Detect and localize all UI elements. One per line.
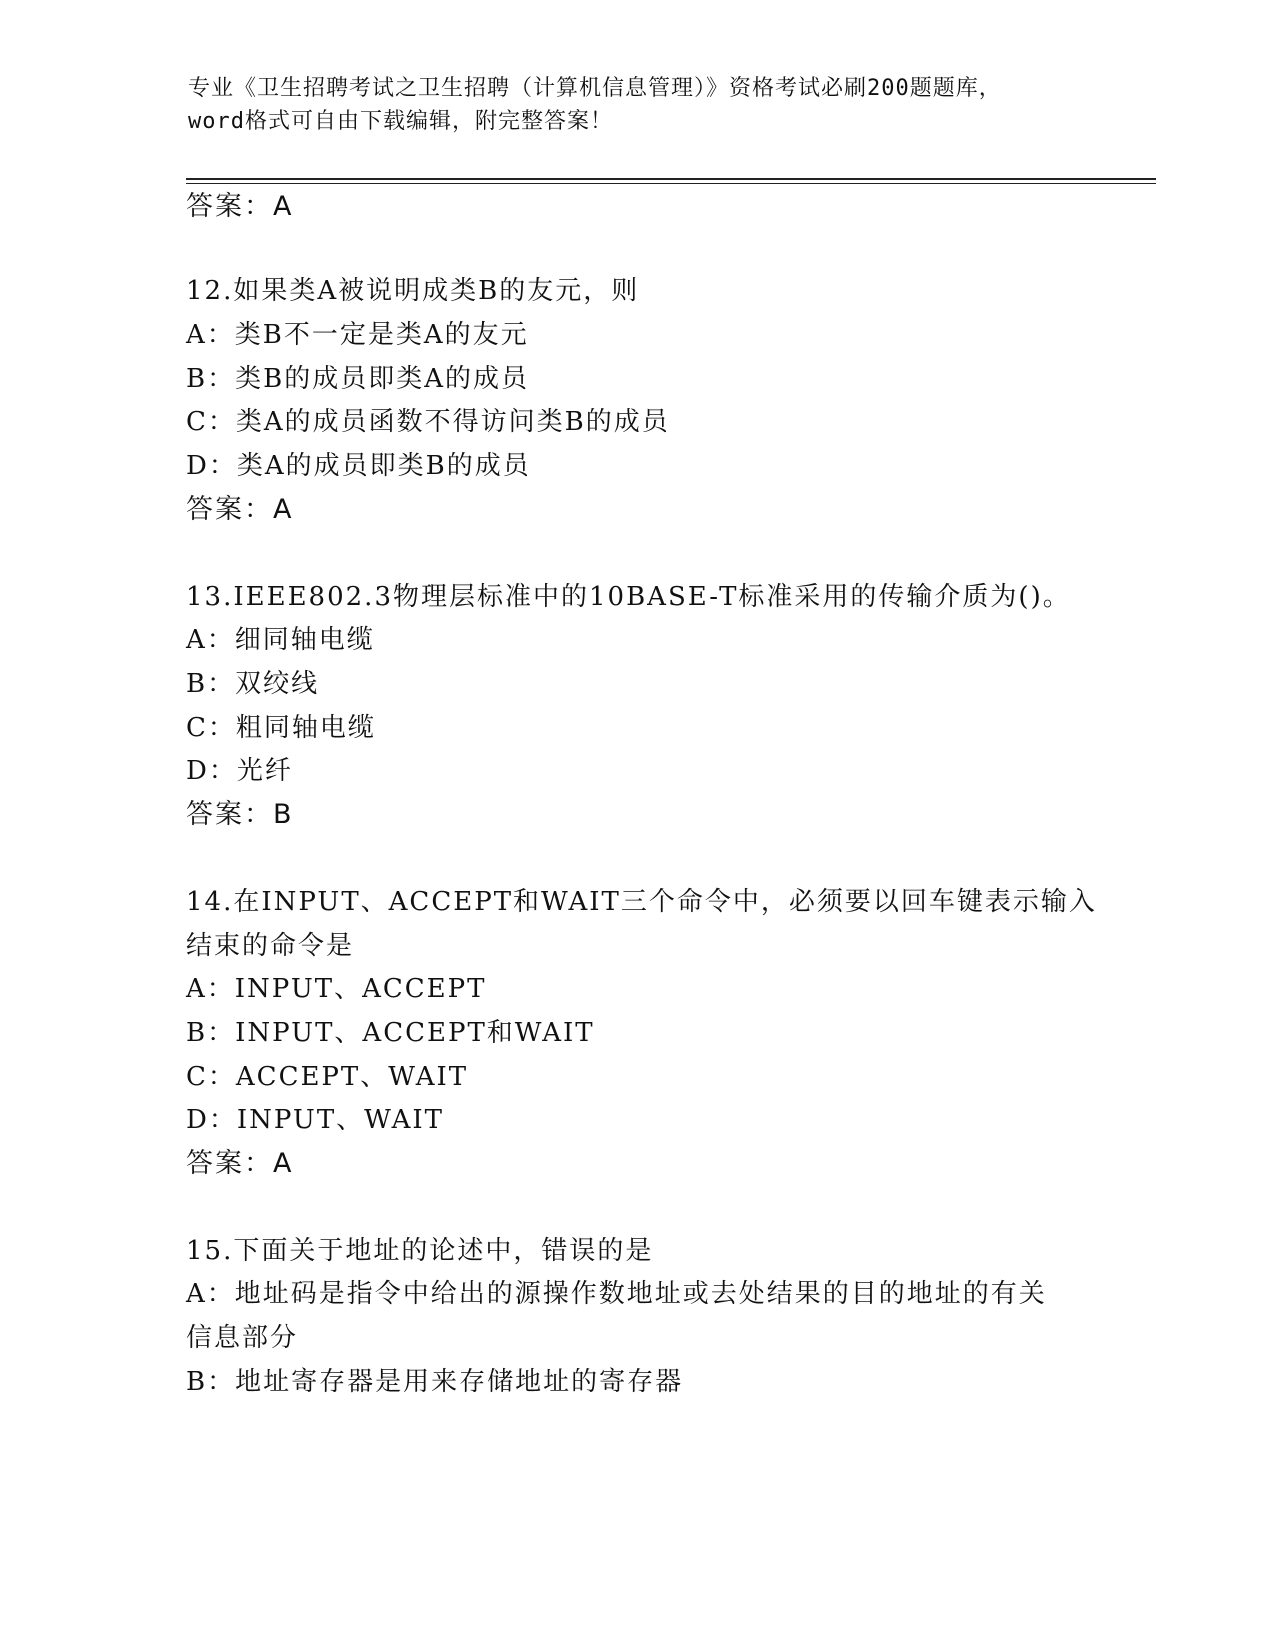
option-a: A：INPUT、ACCEPT [186,974,487,1004]
document-header [188,72,1088,138]
question-stem: 13.IEEE802.3物理层标准中的10BASE-T标准采用的传输介质为()。 [186,582,1071,612]
option-b: B：双绞线 [186,669,320,699]
option-b: B：类B的成员即类A的成员 [186,364,529,394]
header-rule-thin [186,183,1156,184]
header-rule-thick [186,178,1156,180]
option-b: B：INPUT、ACCEPT和WAIT [186,1018,595,1048]
header-line-2: word格式可自由下载编辑，附完整答案！ [188,109,613,134]
answer-line: 答案：A [186,191,294,222]
question-stem: 15.下面关于地址的论述中，错误的是 [186,1236,654,1266]
option-a: A：地址码是指令中给出的源操作数地址或去处结果的目的地址的有关 [186,1279,1047,1309]
question-stem: 14.在INPUT、ACCEPT和WAIT三个命令中，必须要以回车键表示输入 [186,887,1097,917]
option-d: D：类A的成员即类B的成员 [186,451,531,481]
answer-line: 答案：B [186,799,294,830]
answer-line: 答案：A [186,1148,294,1179]
answer-line: 答案：A [186,494,294,525]
option-c: C：粗同轴电缆 [186,713,376,743]
question-stem: 12.如果类A被说明成类B的友元，则 [186,276,640,306]
option-c: C：类A的成员函数不得访问类B的成员 [186,407,670,437]
header-line-1: 专业《卫生招聘考试之卫生招聘（计算机信息管理）》资格考试必刷200题题库， [188,76,1002,101]
option-d: D：光纤 [186,756,293,786]
option-a: A：类B不一定是类A的友元 [186,320,529,350]
option-c: C：ACCEPT、WAIT [186,1062,469,1092]
option-a: A：细同轴电缆 [186,625,375,655]
option-a-continued: 信息部分 [186,1323,299,1353]
option-b: B：地址寄存器是用来存储地址的寄存器 [186,1367,684,1397]
question-stem-continued: 结束的命令是 [186,931,355,961]
option-d: D：INPUT、WAIT [186,1105,444,1135]
